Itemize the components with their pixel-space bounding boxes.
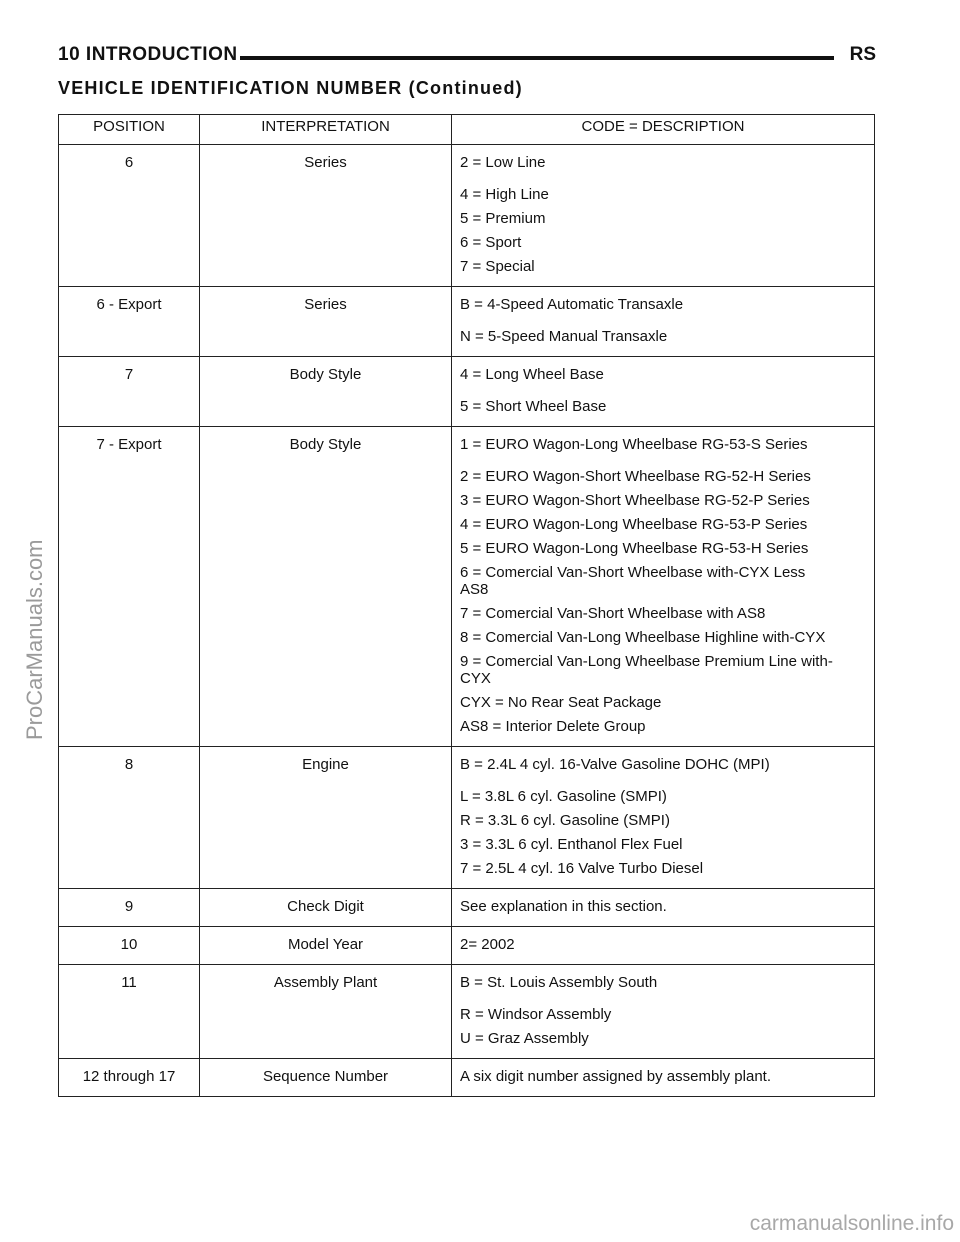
table-row <box>59 357 875 427</box>
code-description-cell <box>452 427 875 747</box>
code-description-line: L = 3.8L 6 cyl. Gasoline (SMPI) <box>460 788 667 805</box>
position-cell: 6 - Export <box>59 287 200 357</box>
position-cell: 12 through 17 <box>59 1059 200 1097</box>
table-body <box>59 145 875 1097</box>
table-row <box>59 889 875 927</box>
code-description-cell <box>452 145 875 287</box>
code-description-line: 7 = Special <box>460 258 535 275</box>
position-cell: 6 <box>59 145 200 287</box>
code-description-line: R = 3.3L 6 cyl. Gasoline (SMPI) <box>460 812 670 829</box>
code-description-line: 8 = Comercial Van-Long Wheelbase Highline with-CYX <box>460 629 826 646</box>
code-description-line: 4 = High Line <box>460 186 549 203</box>
column-header-position: POSITION <box>59 115 200 145</box>
code-description-line: 5 = EURO Wagon-Long Wheelbase RG-53-H Series <box>460 540 809 557</box>
vin-table <box>58 114 875 1097</box>
code-description-cell <box>452 357 875 427</box>
interpretation-cell: Body Style <box>200 427 452 747</box>
code-description-line: 1 = EURO Wagon-Long Wheelbase RG-53-S Series <box>460 436 808 453</box>
code-description-line: R = Windsor Assembly <box>460 1006 612 1023</box>
code-description-line: 7 = Comercial Van-Short Wheelbase with AS8 <box>460 605 766 622</box>
interpretation-cell: Body Style <box>200 357 452 427</box>
table-row <box>59 927 875 965</box>
position-cell: 7 - Export <box>59 427 200 747</box>
code-description-line: 4 = Long Wheel Base <box>460 366 604 383</box>
section-code: RS <box>849 44 876 65</box>
interpretation-cell: Series <box>200 287 452 357</box>
code-description-line: See explanation in this section. <box>460 898 667 915</box>
code-description-line: 2= 2002 <box>460 936 515 953</box>
code-description-line: B = St. Louis Assembly South <box>460 974 658 991</box>
watermark-bottom: carmanualsonline.info <box>749 1212 954 1235</box>
code-description-line: 6 = Sport <box>460 234 522 251</box>
table-row <box>59 287 875 357</box>
interpretation-cell: Engine <box>200 747 452 889</box>
code-description-line: 3 = 3.3L 6 cyl. Enthanol Flex Fuel <box>460 836 683 853</box>
table-row <box>59 427 875 747</box>
page-header <box>58 44 876 72</box>
code-description-line: U = Graz Assembly <box>460 1030 589 1047</box>
table-row <box>59 1059 875 1097</box>
interpretation-cell: Model Year <box>200 927 452 965</box>
code-description-cell <box>452 1059 875 1097</box>
code-description-line: 5 = Short Wheel Base <box>460 398 607 415</box>
code-description-line: A six digit number assigned by assembly plant. <box>460 1068 771 1085</box>
position-cell: 10 <box>59 927 200 965</box>
code-description-line: B = 4-Speed Automatic Transaxle <box>460 296 684 313</box>
table-row <box>59 965 875 1059</box>
code-description-line: 2 = EURO Wagon-Short Wheelbase RG-52-H Series <box>460 468 811 485</box>
code-description-cell <box>452 287 875 357</box>
code-description-cell <box>452 965 875 1059</box>
table-row <box>59 747 875 889</box>
code-description-line: CYX = No Rear Seat Package <box>460 694 662 711</box>
code-description-line: 9 = Comercial Van-Long Wheelbase Premium Line with-CYX <box>460 653 833 687</box>
interpretation-cell: Assembly Plant <box>200 965 452 1059</box>
code-description-line: 2 = Low Line <box>460 154 546 171</box>
interpretation-cell: Series <box>200 145 452 287</box>
column-header-code-description: CODE = DESCRIPTION <box>452 115 875 145</box>
interpretation-cell: Sequence Number <box>200 1059 452 1097</box>
position-cell: 11 <box>59 965 200 1059</box>
code-description-cell <box>452 927 875 965</box>
page-label: 10 INTRODUCTION <box>58 44 238 65</box>
column-header-interpretation: INTERPRETATION <box>200 115 452 145</box>
table-row <box>59 145 875 287</box>
code-description-line: 3 = EURO Wagon-Short Wheelbase RG-52-P Series <box>460 492 810 509</box>
code-description-line: 5 = Premium <box>460 210 546 227</box>
code-description-cell <box>452 747 875 889</box>
code-description-line: N = 5-Speed Manual Transaxle <box>460 328 668 345</box>
code-description-line: 7 = 2.5L 4 cyl. 16 Valve Turbo Diesel <box>460 860 704 877</box>
code-description-line: 4 = EURO Wagon-Long Wheelbase RG-53-P Series <box>460 516 808 533</box>
code-description-line: 6 = Comercial Van-Short Wheelbase with-CYX Less AS8 <box>460 564 806 598</box>
header-rule <box>240 56 834 60</box>
section-title: VEHICLE IDENTIFICATION NUMBER (Continued) <box>58 78 523 98</box>
interpretation-cell: Check Digit <box>200 889 452 927</box>
code-description-line: B = 2.4L 4 cyl. 16-Valve Gasoline DOHC (MPI) <box>460 756 770 773</box>
code-description-line: AS8 = Interior Delete Group <box>460 718 646 735</box>
code-description-cell <box>452 889 875 927</box>
position-cell: 7 <box>59 357 200 427</box>
position-cell: 8 <box>59 747 200 889</box>
position-cell: 9 <box>59 889 200 927</box>
watermark-left: ProCarManuals.com <box>22 539 47 740</box>
table-header-row <box>59 115 875 145</box>
